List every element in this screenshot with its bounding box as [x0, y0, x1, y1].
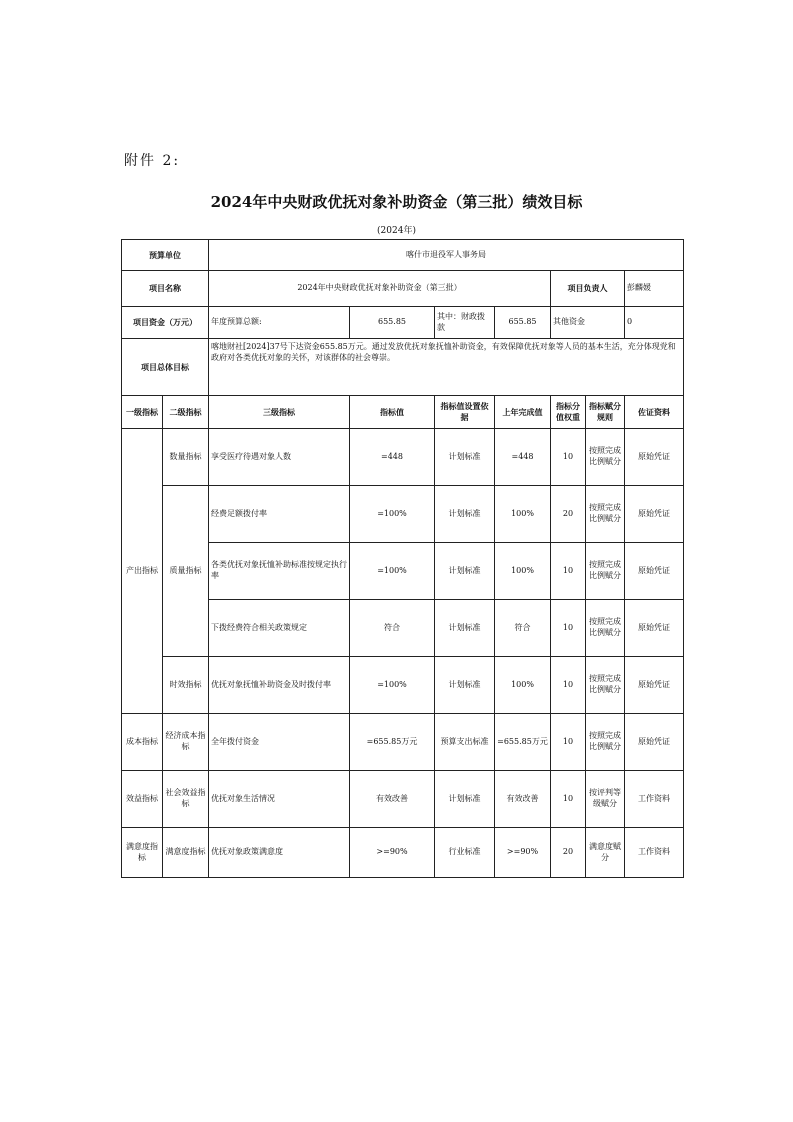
indicator-basis: 计划标准: [435, 657, 495, 714]
goal-label: 项目总体目标: [122, 339, 209, 396]
indicator-prev: =448: [495, 429, 551, 486]
indicator-rule: 按评判等级赋分: [586, 771, 625, 828]
col-prev: 上年完成值: [495, 396, 551, 429]
budget-unit-label: 预算单位: [122, 240, 209, 271]
col-level2: 二级指标: [163, 396, 209, 429]
table-row: [122, 714, 684, 771]
indicator-evidence: 原始凭证: [625, 600, 684, 657]
col-rule: 指标赋分规则: [586, 396, 625, 429]
indicator-evidence: 原始凭证: [625, 714, 684, 771]
indicator-prev: 100%: [495, 543, 551, 600]
table-row: [122, 828, 684, 878]
indicator-value: 有效改善: [350, 771, 435, 828]
group-quality: 质量指标: [163, 486, 209, 657]
indicator-weight: 10: [551, 771, 586, 828]
indicator-value: =100%: [350, 657, 435, 714]
indicator-name: 优抚对象生活情况: [209, 771, 350, 828]
indicator-value: =100%: [350, 486, 435, 543]
group-timeliness: 时效指标: [163, 657, 209, 714]
performance-goal-table: [121, 239, 684, 878]
indicator-prev: >=90%: [495, 828, 551, 878]
indicator-basis: 预算支出标准: [435, 714, 495, 771]
indicator-evidence: 工作资料: [625, 828, 684, 878]
indicator-rule: 按照完成比例赋分: [586, 543, 625, 600]
col-level3: 三级指标: [209, 396, 350, 429]
col-value: 指标值: [350, 396, 435, 429]
indicator-name: 各类优抚对象抚恤补助标准按规定执行率: [209, 543, 350, 600]
indicator-rule: 按照完成比例赋分: [586, 600, 625, 657]
table-row: [122, 771, 684, 828]
project-name-label: 项目名称: [122, 271, 209, 307]
indicator-evidence: 原始凭证: [625, 486, 684, 543]
group-output: 产出指标: [122, 429, 163, 714]
indicator-name: 享受医疗待遇对象人数: [209, 429, 350, 486]
indicator-weight: 10: [551, 429, 586, 486]
table-row: [122, 657, 684, 714]
indicator-basis: 计划标准: [435, 771, 495, 828]
indicator-name: 优抚对象政策满意度: [209, 828, 350, 878]
indicator-prev: =655.85万元: [495, 714, 551, 771]
project-funds-row: [122, 307, 684, 339]
goal-text: 喀地财社[2024]37号下达资金655.85万元。通过发放优抚对象抚恤补助资金，有效保障优抚对象等人员的基本生活，充分体现党和政府对各类优抚对象的关怀，对该群体的社会尊崇。: [209, 339, 684, 396]
indicator-value: =448: [350, 429, 435, 486]
indicator-basis: 计划标准: [435, 486, 495, 543]
indicator-weight: 20: [551, 486, 586, 543]
indicator-rule: 按照完成比例赋分: [586, 657, 625, 714]
indicator-evidence: 原始凭证: [625, 429, 684, 486]
indicator-evidence: 原始凭证: [625, 543, 684, 600]
indicator-basis: 行业标准: [435, 828, 495, 878]
fiscal-label: 其中：财政拨款: [435, 307, 495, 339]
budget-unit-row: [122, 240, 684, 271]
other-funds-value: 0: [625, 307, 684, 339]
indicator-rule: 按照完成比例赋分: [586, 714, 625, 771]
column-header-row: [122, 396, 684, 429]
indicator-weight: 20: [551, 828, 586, 878]
attachment-label: 附件 2:: [124, 153, 181, 169]
project-leader-value: 彭麟媛: [625, 271, 684, 307]
indicator-weight: 10: [551, 714, 586, 771]
document-year: (2024年): [377, 226, 416, 236]
indicator-basis: 计划标准: [435, 543, 495, 600]
fiscal-value: 655.85: [495, 307, 551, 339]
col-weight: 指标分值权重: [551, 396, 586, 429]
project-leader-label: 项目负责人: [551, 271, 625, 307]
table-row: [122, 486, 684, 543]
indicator-basis: 计划标准: [435, 429, 495, 486]
indicator-value: =100%: [350, 543, 435, 600]
indicator-value: =655.85万元: [350, 714, 435, 771]
annual-budget-value: 655.85: [350, 307, 435, 339]
indicator-weight: 10: [551, 543, 586, 600]
budget-unit-value: 喀什市退役军人事务局: [209, 240, 684, 271]
other-funds-label: 其他资金: [551, 307, 625, 339]
indicator-value: 符合: [350, 600, 435, 657]
project-name-row: [122, 271, 684, 307]
group-quantity: 数量指标: [163, 429, 209, 486]
indicator-name: 下拨经费符合相关政策规定: [209, 600, 350, 657]
indicator-prev: 100%: [495, 486, 551, 543]
indicator-value: >=90%: [350, 828, 435, 878]
group-cost: 成本指标: [122, 714, 163, 771]
indicator-weight: 10: [551, 657, 586, 714]
indicator-rule: 按照完成比例赋分: [586, 486, 625, 543]
indicator-prev: 符合: [495, 600, 551, 657]
table-row: [122, 429, 684, 486]
group-social-benefit: 社会效益指标: [163, 771, 209, 828]
group-satisfaction-sub: 满意度指标: [163, 828, 209, 878]
indicator-weight: 10: [551, 600, 586, 657]
indicator-rule: 按照完成比例赋分: [586, 429, 625, 486]
indicator-rule: 满意度赋分: [586, 828, 625, 878]
funds-label: 项目资金（万元）: [122, 307, 209, 339]
indicator-name: 优抚对象抚恤补助资金及时拨付率: [209, 657, 350, 714]
project-name-value: 2024年中央财政优抚对象补助资金（第三批）: [209, 271, 551, 307]
overall-goal-row: [122, 339, 684, 396]
indicator-evidence: 工作资料: [625, 771, 684, 828]
annual-budget-label: 年度预算总额:: [209, 307, 350, 339]
indicator-basis: 计划标准: [435, 600, 495, 657]
col-level1: 一级指标: [122, 396, 163, 429]
indicator-prev: 100%: [495, 657, 551, 714]
indicator-name: 经费足额拨付率: [209, 486, 350, 543]
indicator-evidence: 原始凭证: [625, 657, 684, 714]
indicator-prev: 有效改善: [495, 771, 551, 828]
group-satisfaction: 满意度指标: [122, 828, 163, 878]
document-title: 2024年中央财政优抚对象补助资金（第三批）绩效目标: [210, 193, 583, 211]
group-benefit: 效益指标: [122, 771, 163, 828]
col-evidence: 佐证资料: [625, 396, 684, 429]
col-basis: 指标值设置依据: [435, 396, 495, 429]
group-econ-cost: 经济成本指标: [163, 714, 209, 771]
indicator-name: 全年拨付资金: [209, 714, 350, 771]
